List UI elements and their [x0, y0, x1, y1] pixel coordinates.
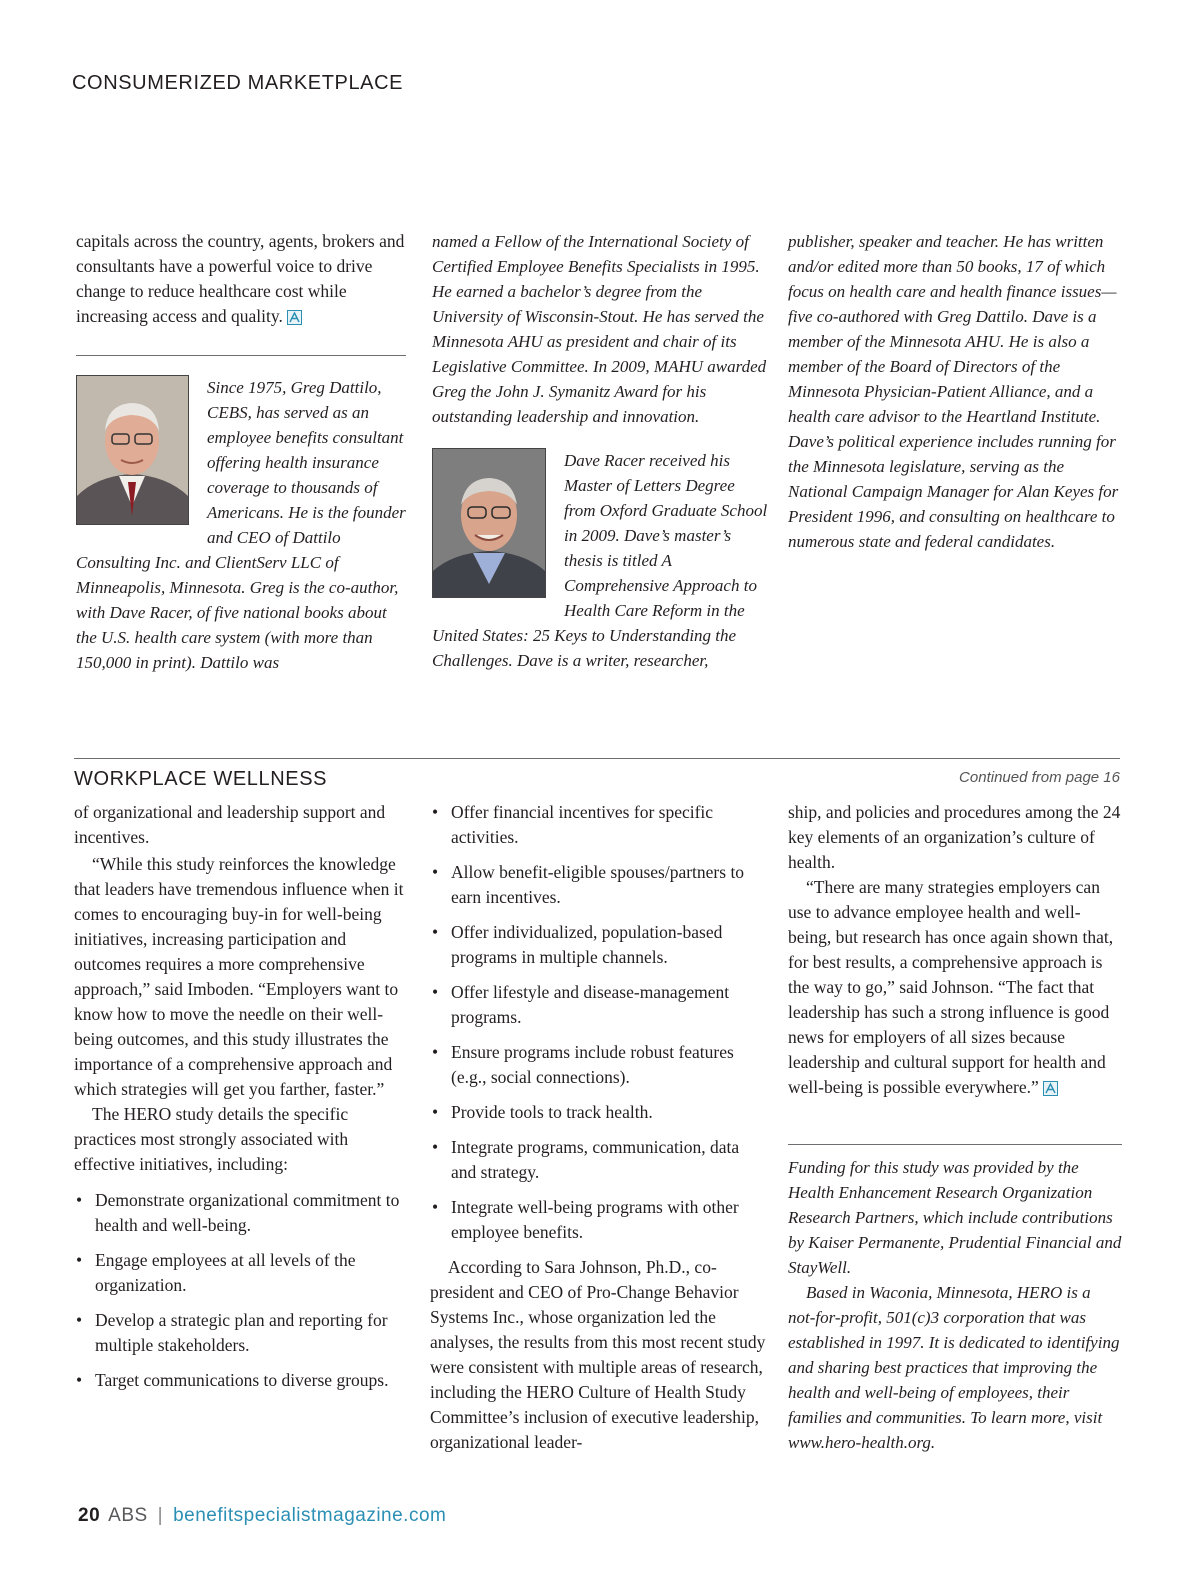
wellness-column-1: [74, 800, 408, 1403]
magazine-name: ABS: [108, 1505, 148, 1526]
list-item: • Offer lifestyle and disease-management programs.: [430, 980, 766, 1030]
article-paragraph: ship, and policies and procedures among the 24 key elements of an organization’s culture of health.: [788, 802, 1121, 872]
list-item: • Allow benefit-eligible spouses/partners to earn incentives.: [430, 860, 766, 910]
funding-note: Funding for this study was provided by the Health Enhancement Research Organization Research Partners, which include contributions by Kaiser Permanente, Prudential Financial and StayWell.: [788, 1158, 1122, 1277]
hero-about: Based in Waconia, Minnesota, HERO is a not-for-profit, 501(c)3 corporation that was established in 1997. It is dedicated to identifying and sharing best practices that improving the health and well-being of employees, their families and communities. To learn more, visit www.hero-health.org.: [788, 1283, 1120, 1452]
list-item: • Target communications to diverse groups.: [74, 1368, 408, 1393]
article-paragraph: “There are many strategies employers can use to advance employee health and well-being, but research has once again shown that, for best results, a comprehensive approach is the way to go,” said Johnson. “The fact that leadership has such a strong influence is good news for employers of all sizes because leadership and cultural support for health and well-being is possible everywhere.”: [788, 877, 1114, 1097]
list-item: • Offer financial incentives for specific activities.: [430, 800, 766, 850]
article-paragraph: of organizational and leadership support and incentives.: [74, 802, 386, 847]
footer-separator: |: [157, 1505, 164, 1526]
section-title: CONSUMERIZED MARKETPLACE: [72, 72, 404, 94]
list-item: • Ensure programs include robust features (e.g., social connections).: [430, 1040, 766, 1090]
article-column-3: [788, 229, 1122, 554]
list-item: • Develop a strategic plan and reporting for multiple stakeholders.: [74, 1308, 408, 1358]
list-item: • Integrate well-being programs with other employee benefits.: [430, 1195, 766, 1245]
magazine-url-link[interactable]: benefitspecialistmagazine.com: [173, 1505, 447, 1526]
dattilo-bio-continued: named a Fellow of the International Society of Certified Employee Benefits Specialists in 1995. He earned a bachelor’s degree from the University of Wisconsin-Stout. He has served the Minnesota AHU as president and chair of its Legislative Committee. In 2009, MAHU awarded Greg the John J. Symanitz Award for his outstanding leadership and innovation.: [432, 232, 767, 426]
article-paragraph: “While this study reinforces the knowledge that leaders have tremendous influence when it comes to encouraging buy-in for well-being initiatives, increasing participation and outcomes requires a more comprehensive approach,” said Imboden. “Employers want to know how to move the needle on their well-being outcomes, and this study illustrates the importance of a comprehensive approach and which strategies will get you farther, faster.”: [74, 854, 404, 1099]
article-column-2: [432, 229, 768, 673]
practices-list: [74, 1188, 408, 1393]
page-footer: [78, 1505, 446, 1527]
dave-racer-bio-continued: publisher, speaker and teacher. He has written and/or edited more than 50 books, 17 of which focus on health care and health finance issues—five co-authored with Greg Dattilo. Dave is a member of the Minnesota AHU. He is also a member of the Board of Directors of the Minnesota Physician-Patient Alliance, and a health care advisor to the Heartland Institute. Dave’s political experience includes running for the Minnesota legislature, serving as the National Campaign Manager for Alan Keyes for President 1996, and consulting on healthcare to numerous state and federal candidates.: [788, 232, 1119, 551]
greg-dattilo-bio: Since 1975, Greg Dattilo, CEBS, has served as an employee benefits consultant offering health insurance coverage to thousands of Americans. He is the founder and CEO of Dattilo Consulting Inc. and ClientServ LLC of Minneapolis, Minnesota. Greg is the co-author, with Dave Racer, of five national books about the U.S. health care system (with more than 150,000 in print). Dattilo was: [76, 378, 406, 672]
article-column-1: [76, 229, 408, 675]
section-divider: [74, 758, 1120, 759]
wellness-column-2: [430, 800, 766, 1455]
list-item: • Demonstrate organizational commitment to health and well-being.: [74, 1188, 408, 1238]
dave-racer-bio: Dave Racer received his Master of Letters Degree from Oxford Graduate School in 2009. Dave’s master’s thesis is titled A Comprehensive Approach to Health Care Reform in the United States: 25 Keys to Understanding the Challenges. Dave is a writer, researcher,: [432, 451, 768, 670]
article-paragraph: The HERO study details the specific practices most strongly associated with effective initiatives, including:: [74, 1104, 349, 1174]
list-item: • Offer individualized, population-based programs in multiple channels.: [430, 920, 766, 970]
list-item: • Engage employees at all levels of the organization.: [74, 1248, 408, 1298]
wellness-column-3: [788, 800, 1122, 1455]
practices-list-continued: [430, 800, 766, 1245]
divider: [76, 355, 406, 356]
article-paragraph: According to Sara Johnson, Ph.D., co-president and CEO of Pro-Change Behavior Systems Inc., whose organization led the analyses, the results from this most recent study were consistent with multiple areas of research, including the HERO Culture of Health Study Committee’s inclusion of executive leadership, organizational leader-: [430, 1257, 766, 1452]
greg-dattilo-photo: [76, 375, 189, 525]
end-mark-icon: [287, 310, 302, 325]
continued-from-note: Continued from page 16: [959, 769, 1120, 786]
section-title-wellness: WORKPLACE WELLNESS: [74, 768, 328, 790]
page-number: 20: [78, 1505, 101, 1526]
article-paragraph: capitals across the country, agents, brokers and consultants have a powerful voice to drive change to reduce healthcare cost while increasing access and quality.: [76, 231, 405, 326]
dave-racer-photo: [432, 448, 546, 598]
end-mark-icon: [1043, 1081, 1058, 1096]
list-item: • Integrate programs, communication, data and strategy.: [430, 1135, 766, 1185]
divider: [788, 1144, 1122, 1145]
list-item: • Provide tools to track health.: [430, 1100, 766, 1125]
